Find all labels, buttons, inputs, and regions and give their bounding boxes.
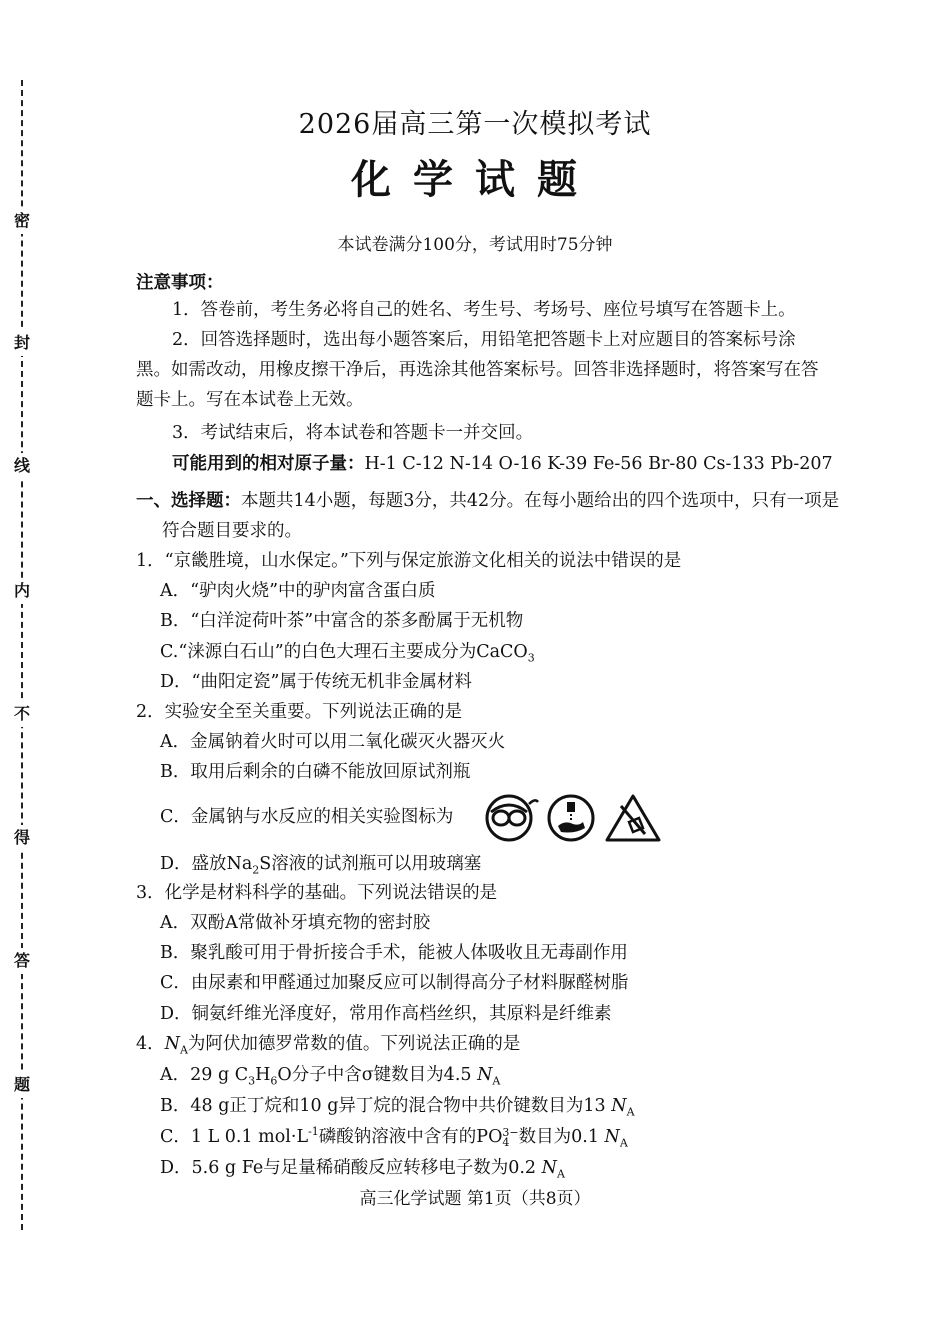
seal-char: 得: [8, 825, 36, 851]
section-label: 一、选择题：: [136, 491, 241, 511]
seal-char: 不: [8, 701, 36, 727]
hand-washing-icon: [545, 792, 597, 842]
subject-title: 化学试题: [351, 157, 599, 203]
q3-option-a: A．双酚A常做补牙填充物的密封胶: [160, 913, 431, 933]
q3-option-c: C．由尿素和甲醛通过加聚反应可以制得高分子材料脲醛树脂: [160, 973, 629, 993]
seal-char: 线: [8, 453, 36, 479]
q2-stem: 2．实验安全至关重要。下列说法正确的是: [136, 702, 463, 722]
q2-option-c: C．金属钠与水反应的相关实验图标为: [160, 807, 454, 827]
note-2-line-1: 2．回答选择题时，选出每小题答案后，用铅笔把答题卡上对应题目的答案标号涂: [172, 330, 796, 350]
exam-info: 本试卷满分100分，考试用时75分钟: [337, 235, 613, 255]
atomic-masses-label: 可能用到的相对原子量：: [172, 454, 365, 474]
q4-option-a: A．29 g $C_3H_6O$分子中含σ键数目为4.5 $N_A$: [160, 1065, 501, 1088]
seal-char: 封: [8, 330, 36, 356]
q2-option-d: D．盛放$Na_2S$溶液的试剂瓶可以用玻璃塞: [160, 854, 482, 877]
q3-option-b: B．聚乳酸可用于骨折接合手术，能被人体吸收且无毒副作用: [160, 943, 628, 963]
q1-option-d: D．“曲阳定瓷”属于传统无机非金属材料: [160, 672, 472, 692]
note-3: 3．考试结束后，将本试卷和答题卡一并交回。: [172, 423, 534, 443]
q4-option-d: D．5.6 g Fe与足量稀硝酸反应转移电子数为0.2 $N_A$: [160, 1158, 565, 1181]
q1-option-b: B．“白洋淀荷叶茶”中富含的茶多酚属于无机物: [160, 611, 524, 631]
q2-option-a: A．金属钠着火时可以用二氧化碳灭火器灭火: [160, 732, 506, 752]
seal-char: 密: [8, 208, 36, 234]
q4-stem: 4．$N_A$为阿伏加德罗常数的值。下列说法正确的是: [136, 1034, 521, 1057]
seal-char: 题: [8, 1072, 36, 1098]
goggles-icon: [483, 792, 539, 842]
q1-stem: 1．“京畿胜境，山水保定。”下列与保定旅游文化相关的说法中错误的是: [136, 551, 682, 571]
seal-char: 答: [8, 948, 36, 974]
note-2-line-2: 黑。如需改动，用橡皮擦干净后，再选涂其他答案标号。回答非选择题时，将答案写在答: [136, 360, 819, 380]
atomic-masses-values: H-1 C-12 N-14 O-16 K-39 Fe-56 Br-80 Cs-133 Pb-207: [364, 454, 833, 474]
q1-option-c: C.“涞源白石山”的白色大理石主要成分为CaCO$_3$: [160, 642, 535, 665]
section-instructions-cont: 符合题目要求的。: [162, 521, 302, 541]
note-1: 1．答卷前，考生务必将自己的姓名、考生号、考场号、座位号填写在答题卡上。: [172, 300, 796, 320]
page-footer: 高三化学试题 第1页（共8页）: [359, 1189, 591, 1209]
note-2-line-3: 题卡上。写在本试卷上无效。: [136, 390, 364, 410]
sharp-object-warning-icon: [603, 792, 663, 844]
notes-heading: 注意事项：: [136, 273, 224, 293]
section-heading: [136, 488, 839, 514]
q3-option-d: D．铜氨纤维光泽度好，常用作高档丝织，其原料是纤维素: [160, 1004, 612, 1024]
section-instructions: 本题共14小题，每题3分，共42分。在每小题给出的四个选项中，只有一项是: [241, 491, 840, 511]
q1-option-a: A．“驴肉火烧”中的驴肉富含蛋白质: [160, 581, 436, 601]
q4-option-c: C．1 L 0.1 $mol\cdot L^{-1}$磷酸钠溶液中含有的PO 3− 4 数目为0.1 $N_A$: [160, 1125, 628, 1150]
q3-stem: 3．化学是材料科学的基础。下列说法错误的是: [136, 883, 498, 903]
atomic-masses: [172, 451, 833, 477]
seal-char: 内: [8, 578, 36, 604]
q2-option-b: B．取用后剩余的白磷不能放回原试剂瓶: [160, 762, 471, 782]
exam-title: 2026届高三第一次模拟考试: [298, 109, 652, 140]
safety-icons: [483, 792, 663, 844]
q4-option-b: B．48 g正丁烷和10 g异丁烷的混合物中共价键数目为13 $N_A$: [160, 1096, 635, 1119]
